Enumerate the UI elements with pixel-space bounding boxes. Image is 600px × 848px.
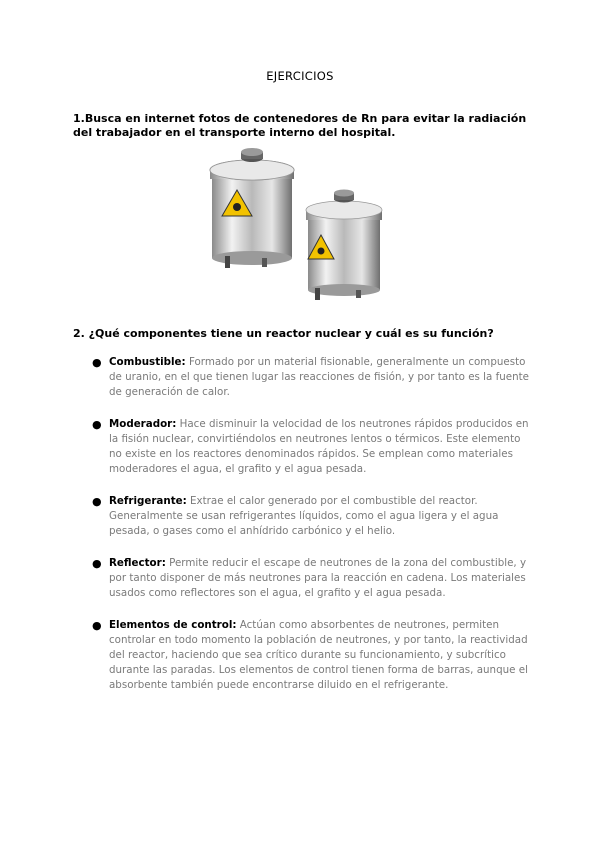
bullet-icon: ●	[92, 557, 102, 570]
reactor-components-list	[92, 355, 532, 710]
item-term: Reflector:	[109, 557, 166, 569]
bullet-icon: ●	[92, 619, 102, 632]
bullet-icon: ●	[92, 418, 102, 431]
item-text: Hace disminuir la velocidad de los neutrones rápidos producidos en la fisión nuclear, convirtiéndolos en neutrones lentos o térmicos. Este elemento no existe en los reactores denominados rápidos. Se emplean como materiales moderadores el agua, el grafito y el agua pesada.	[109, 418, 529, 475]
item-text: Formado por un material fisionable, generalmente un compuesto de uranio, en el que tienen lugar las reacciones de fisión, y por tanto es la fuente de generación de calor.	[109, 356, 530, 398]
item-text: Extrae el calor generado por el combustible del reactor. Generalmente se usan refrigerantes líquidos, como el agua ligera y el agua pesada, o gases como el anhídrido carbónico y el helio.	[109, 495, 499, 537]
radon-containers-photo	[200, 140, 390, 315]
list-item	[92, 556, 532, 601]
list-item	[92, 618, 532, 693]
bullet-icon: ●	[92, 356, 102, 369]
item-text: Actúan como absorbentes de neutrones, permiten controlar en todo momento la población de neutrones, y por tanto, la reactividad del reactor, haciendo que sea crítico durante su funcionamiento, y subcrítico durante las paradas. Los elementos de control tienen forma de barras, aunque el absorbente también puede encontrarse diluido en el refrigerante.	[109, 619, 528, 691]
page-title: EJERCICIOS	[266, 69, 334, 83]
item-term: Moderador:	[109, 418, 177, 430]
container-left	[210, 148, 294, 268]
item-text: Permite reducir el escape de neutrones de la zona del combustible, y por tanto disponer de más neutrones para la reacción en cadena. Los materiales usados como reflectores son el agua, el grafito y el agua pesada.	[109, 557, 527, 599]
container-right	[306, 190, 382, 301]
item-term: Combustible:	[109, 356, 186, 368]
question-1: 1.Busca en internet fotos de contenedores de Rn para evitar la radiación del trabajador en el transporte interno del hospital.	[73, 112, 527, 139]
list-item	[92, 494, 532, 539]
list-item	[92, 417, 532, 477]
item-term: Elementos de control:	[109, 619, 237, 631]
list-item	[92, 355, 532, 400]
question-2: 2. ¿Qué componentes tiene un reactor nuclear y cuál es su función?	[73, 327, 494, 340]
bullet-icon: ●	[92, 495, 102, 508]
item-term: Refrigerante:	[109, 495, 187, 507]
